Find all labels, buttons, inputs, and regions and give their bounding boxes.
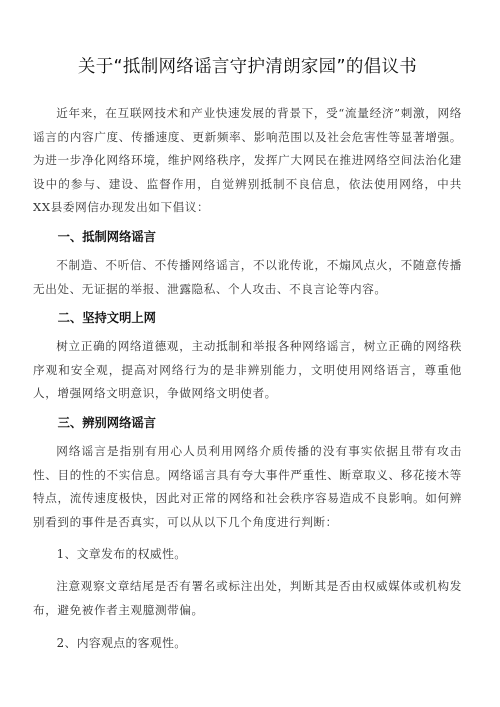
section-heading-resist-rumors: 一、抵制网络谣言 xyxy=(57,229,156,244)
list-item-label-objectivity: 2、内容观点的客观性。 xyxy=(56,635,187,650)
section-heading-identify-rumors: 三、辨别网络谣言 xyxy=(57,415,156,430)
section-body-civilized-internet: 树立正确的网络道德观，主动抵制和举报各种网络谣言，树立正确的网络秩序观和安全观，提高对网络行为的是非辨别能力，文明使用网络语言，尊重他人，增强网络文明意识，争做网络文明使者。 xyxy=(33,339,462,401)
section-body-identify-rumors: 网络谣言是指别有用心人员利用网络介质传播的没有事实依据且带有攻击性、目的性的不实信息。网络谣言具有夸大事件严重性、断章取义、移花接木等特点，流传速度极快，因此对正常的网络和社会秩序容易造成不良影响。如何辨别看到的事件是否真实，可以从以下几个角度进行判断： xyxy=(33,443,462,529)
list-item-body-authority: 注意观察文章结尾是否有署名或标注出处，判断其是否由权威媒体或机构发布，避免被作者主观臆测带偏。 xyxy=(33,579,462,617)
section-heading-civilized-internet: 二、坚持文明上网 xyxy=(57,311,156,326)
section-body-resist-rumors: 不制造、不听信、不传播网络谣言，不以讹传讹，不煽风点火，不随意传播无出处、无证据的举报、泄露隐私、个人攻击、不良言论等内容。 xyxy=(33,257,462,296)
document-title: 关于“抵制网络谣言守护清朗家园”的倡议书 xyxy=(77,57,418,77)
intro-paragraph: 近年来，在互联网技术和产业快速发展的背景下，受“流量经济”刺激，网络谣言的内容广度、传播速度、更新频率、影响范围以及社会危害性等显著增强。为进一步净化网络环境，维护网络秩序，发挥广大网民在推进网络空间法治化建设中的参与、建设、监督作用，自觉辨别抵制不良信息，依法使用网络，中共XX县委网信办现发出如下倡议： xyxy=(33,106,462,215)
list-item-label-authority: 1、文章发布的权威性。 xyxy=(56,547,187,562)
